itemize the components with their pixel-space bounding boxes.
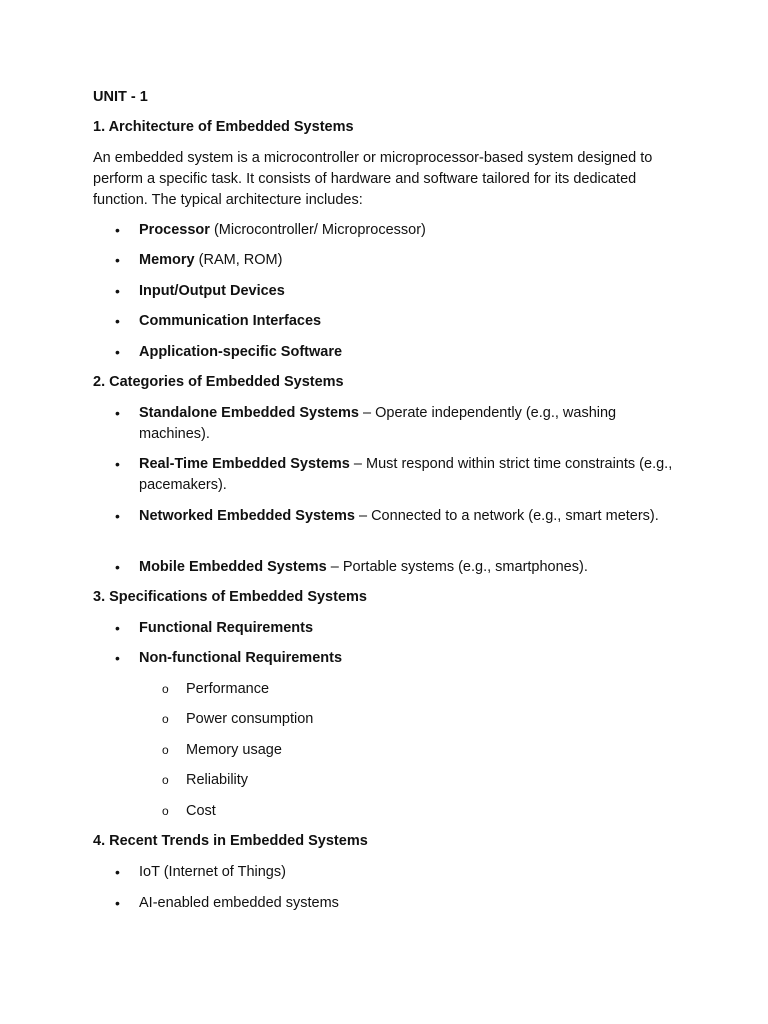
list-item xyxy=(139,557,679,578)
item-desc: (RAM, ROM) xyxy=(194,252,283,268)
list-item xyxy=(139,311,679,332)
item-desc: – Must respond within strict time constraints (e.g., pacemakers). xyxy=(139,456,673,493)
item-term: Real-Time Embedded Systems xyxy=(139,456,350,472)
sub-list-item: Performance xyxy=(186,681,270,697)
section-4-heading: 4. Recent Trends in Embedded Systems xyxy=(93,833,368,849)
item-desc: – Operate independently (e.g., washing machines). xyxy=(139,405,617,442)
item-term: Communication Interfaces xyxy=(139,313,322,329)
item-desc: – Portable systems (e.g., smartphones). xyxy=(326,559,588,575)
list-item xyxy=(139,618,679,639)
sub-list-item: Reliability xyxy=(186,772,249,788)
list-item: AI-enabled embedded systems xyxy=(139,895,339,911)
sub-bullet-icon: o xyxy=(162,743,169,757)
list-item xyxy=(139,250,679,271)
bullet-icon: • xyxy=(115,456,120,472)
item-term: Application-specific Software xyxy=(139,344,343,360)
list-item xyxy=(139,506,679,527)
item-term: Functional Requirements xyxy=(139,620,314,636)
item-term: Mobile Embedded Systems xyxy=(139,559,327,575)
bullet-icon: • xyxy=(115,620,120,636)
bullet-icon: • xyxy=(115,650,120,666)
bullet-icon: • xyxy=(115,405,120,421)
sub-bullet-icon: o xyxy=(162,712,169,726)
bullet-icon: • xyxy=(115,344,120,360)
bullet-icon: • xyxy=(115,895,120,911)
item-term: Memory xyxy=(139,252,195,268)
section-1-heading: 1. Architecture of Embedded Systems xyxy=(93,119,354,135)
item-term: Non-functional Requirements xyxy=(139,650,343,666)
list-item xyxy=(139,220,679,241)
item-term: Processor xyxy=(139,222,210,238)
item-term: Input/Output Devices xyxy=(139,283,285,299)
item-desc: – Connected to a network (e.g., smart meters). xyxy=(354,508,659,524)
item-desc: (Microcontroller/ Microprocessor) xyxy=(209,222,426,238)
section-1-paragraph: An embedded system is a microcontroller or microprocessor-based system designed to perform a specific task. It consists of hardware and software tailored for its dedicated function. The typical architecture includes: xyxy=(93,150,653,208)
bullet-icon: • xyxy=(115,283,120,299)
sub-list-item: Cost xyxy=(186,803,216,819)
bullet-icon: • xyxy=(115,508,120,524)
sub-bullet-icon: o xyxy=(162,682,169,696)
sub-bullet-icon: o xyxy=(162,804,169,818)
section-2-heading: 2. Categories of Embedded Systems xyxy=(93,374,344,390)
sub-bullet-icon: o xyxy=(162,773,169,787)
bullet-icon: • xyxy=(115,559,120,575)
list-item xyxy=(139,281,679,302)
unit-title: UNIT - 1 xyxy=(93,89,148,105)
list-item xyxy=(139,403,679,445)
item-term: Networked Embedded Systems xyxy=(139,508,355,524)
bullet-icon: • xyxy=(115,252,120,268)
list-item xyxy=(139,342,679,363)
bullet-icon: • xyxy=(115,222,120,238)
bullet-icon: • xyxy=(115,864,120,880)
sub-list-item: Power consumption xyxy=(186,711,314,727)
list-item xyxy=(139,454,679,496)
section-3-heading: 3. Specifications of Embedded Systems xyxy=(93,589,367,605)
item-term: Standalone Embedded Systems xyxy=(139,405,359,421)
sub-list-item: Memory usage xyxy=(186,742,282,758)
list-item: IoT (Internet of Things) xyxy=(139,864,286,880)
list-item xyxy=(139,648,679,669)
bullet-icon: • xyxy=(115,313,120,329)
